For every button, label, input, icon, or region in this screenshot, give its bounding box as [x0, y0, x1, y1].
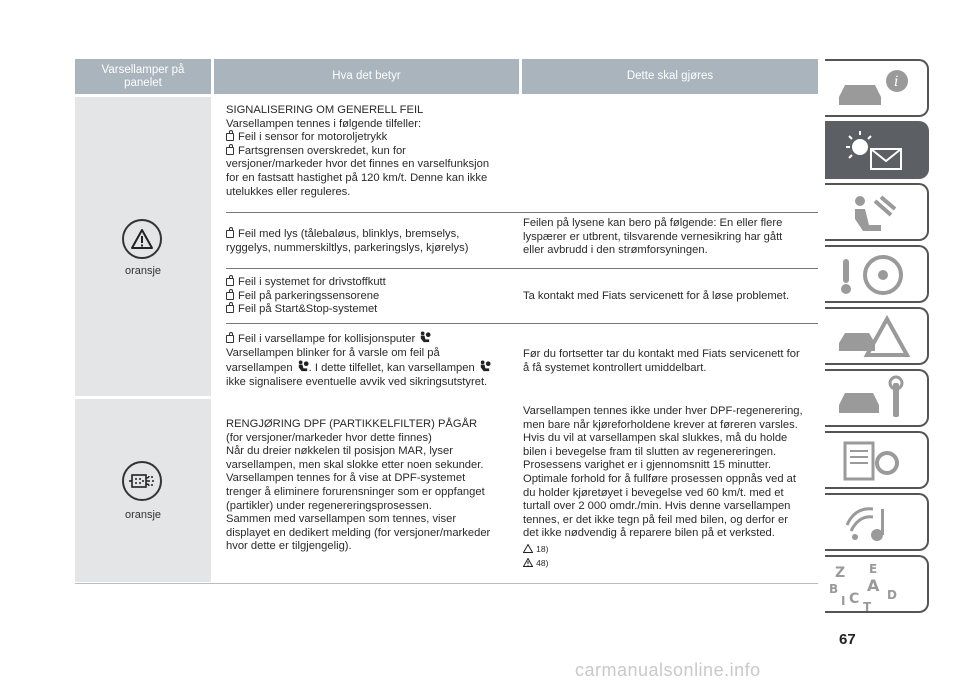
tab-safety[interactable] — [825, 183, 929, 241]
airbag-seat-icon — [478, 360, 491, 373]
airbag-seat-icon — [418, 331, 431, 344]
svg-text:Z: Z — [835, 565, 846, 581]
action-lights-fault: Feilen på lysene kan bero på følgende: En eller flere lyspærer er utbrent, tilsvarende vernesikring har gått eller avbrudd i den strømforsyningen. — [523, 217, 783, 257]
svg-text:A: A — [867, 576, 880, 595]
tab-emergency[interactable] — [825, 307, 929, 365]
tab-warning-lights[interactable] — [825, 121, 929, 179]
tab-multimedia[interactable] — [825, 493, 929, 551]
watermark: carmanualsonline.info — [575, 660, 761, 680]
row1-indicator-cell — [75, 97, 211, 396]
emergency-triangle-icon — [825, 309, 929, 367]
svg-text:D: D — [887, 588, 897, 602]
svg-text:B: B — [829, 582, 839, 596]
wrench-bullet-icon — [226, 133, 234, 141]
airbag-seat-icon — [296, 360, 309, 373]
wrench-bullet-icon — [226, 278, 234, 286]
wrench-bullet-icon — [226, 147, 234, 155]
svg-text:T: T — [863, 600, 872, 614]
action-airbag-lamp-fault: Før du fortsetter tar du kontakt med Fiats servicenett for å få systemet kontrollert umiddelbart. — [523, 348, 800, 374]
meaning-lights-fault: Feil med lys (tålebaløus, blinklys, bremselys, ryggelys, nummerskiltlys, parkeringslys, kjørelys) — [226, 228, 469, 254]
color-label: oransje — [124, 509, 162, 521]
wrench-bullet-icon — [226, 292, 234, 300]
action-dpf: Varsellampen tennes ikke under hver DPF-regenerering, men bare når kjøreforholdene krever at føreren varsles. Hvis du vil at varsellampen skal slukkes, må du holde bilen i bevegelse fram til slutten av regenereringen. Prosessens varighet er i gjennomsnitt 15 minutter. Optimale forhold for å fullføre prosessen oppnås ved at du holder kjøretøyet i bevegelse ved 60 km/t. med et turtall over 2 000 omdr./min. Hvis denne varsellampen tennes, er det ikke tegn på feil med bilen, og derfor er det ikke nødvendig å reparere bilen på et verksted. 18) 48) — [523, 405, 823, 570]
reference-note: 48) — [523, 557, 823, 571]
warning-triangle-icon — [122, 219, 162, 259]
color-label: oransje — [124, 265, 162, 277]
dpf-filter-icon — [122, 461, 162, 501]
meaning-title: SIGNALISERING OM GENERELL FEIL — [226, 104, 424, 116]
meaning-airbag-lamp-fault: Feil i varsellampe for kollisjonsputer Varsellampen blinker for å varsle om feil på varsellampen . I dette tilfellet, kan varsellampen ikke signalisere eventuelle avvik ved sikringsutstyret. — [226, 331, 516, 389]
header-meaning: Hva det betyr — [214, 59, 519, 94]
action-systems-fault: Ta kontakt med Fiats servicenett for å løse problemet. — [523, 290, 790, 302]
tab-starting-driving[interactable] — [825, 245, 929, 303]
specifications-icon — [825, 433, 929, 491]
steering-key-icon — [825, 247, 929, 305]
warning-lights-icon — [825, 123, 929, 181]
meaning-line: for en fastsatt hastighet på 120 km/t. Denne kan ikke — [226, 171, 488, 184]
bullet-item: Fartsgrensen overskredet, kun for — [226, 145, 516, 159]
car-info-icon — [825, 61, 929, 119]
meaning-intro: Varsellampen tennes i følgende tilfeller: — [226, 117, 422, 130]
header-action: Dette skal gjøres — [522, 59, 818, 94]
wrench-bullet-icon — [226, 230, 234, 238]
svg-text:i: i — [894, 74, 899, 90]
bullet-item: Feil i sensor for motoroljetrykk — [226, 131, 516, 145]
svg-text:E: E — [869, 562, 878, 576]
meaning-dpf: RENGJØRING DPF (PARTIKKELFILTER) PÅGÅR (for versjoner/markeder hvor dette finnes) Når du dreier nøkkelen til posisjon MAR, lyser varsellampen, men skal slokke etter noen sekunder. Varsellampen tennes for å vise at DPF-systemet trenger å eliminere forurensninger som er oppfanget (partikler) under regenereringsprosessen. Sammen med varsellampen som tennes, viser displayet en dedikert melding (for versjoner/markeder hvor dette er tilgjengelig). — [226, 418, 491, 553]
reference-note: 18) — [523, 543, 823, 557]
caution-icon — [523, 544, 533, 553]
svg-text:I: I — [841, 594, 846, 608]
divider — [226, 323, 818, 324]
tab-technical-data[interactable] — [825, 431, 929, 489]
tab-index[interactable] — [825, 555, 929, 613]
warning-icon — [523, 558, 533, 567]
index-icon — [825, 557, 929, 615]
row2-indicator-cell — [75, 399, 211, 582]
divider — [226, 212, 818, 213]
wrench-bullet-icon — [226, 305, 234, 313]
tab-car-info[interactable] — [825, 59, 929, 117]
car-maintenance-icon — [825, 371, 929, 429]
multimedia-icon — [825, 495, 929, 553]
table-bottom-rule — [75, 583, 818, 584]
wrench-bullet-icon — [226, 335, 234, 343]
divider — [226, 268, 818, 269]
svg-text:C: C — [849, 591, 860, 607]
page-number: 67 — [839, 631, 856, 648]
meaning-systems-fault: Feil i systemet for drivstoffkutt Feil på parkeringssensorene Feil på Start&Stop-systemet — [226, 276, 516, 317]
header-warning-lights: Varsellamper på panelet — [75, 59, 211, 94]
airbag-seat-icon — [825, 185, 929, 243]
meaning-line: versjoner/markeder hvor det finnes en varselfunksjon — [226, 158, 490, 171]
meaning-general-fault — [226, 104, 516, 199]
meaning-line: utelukkes eller reguleres. — [226, 185, 351, 198]
tab-maintenance[interactable] — [825, 369, 929, 427]
